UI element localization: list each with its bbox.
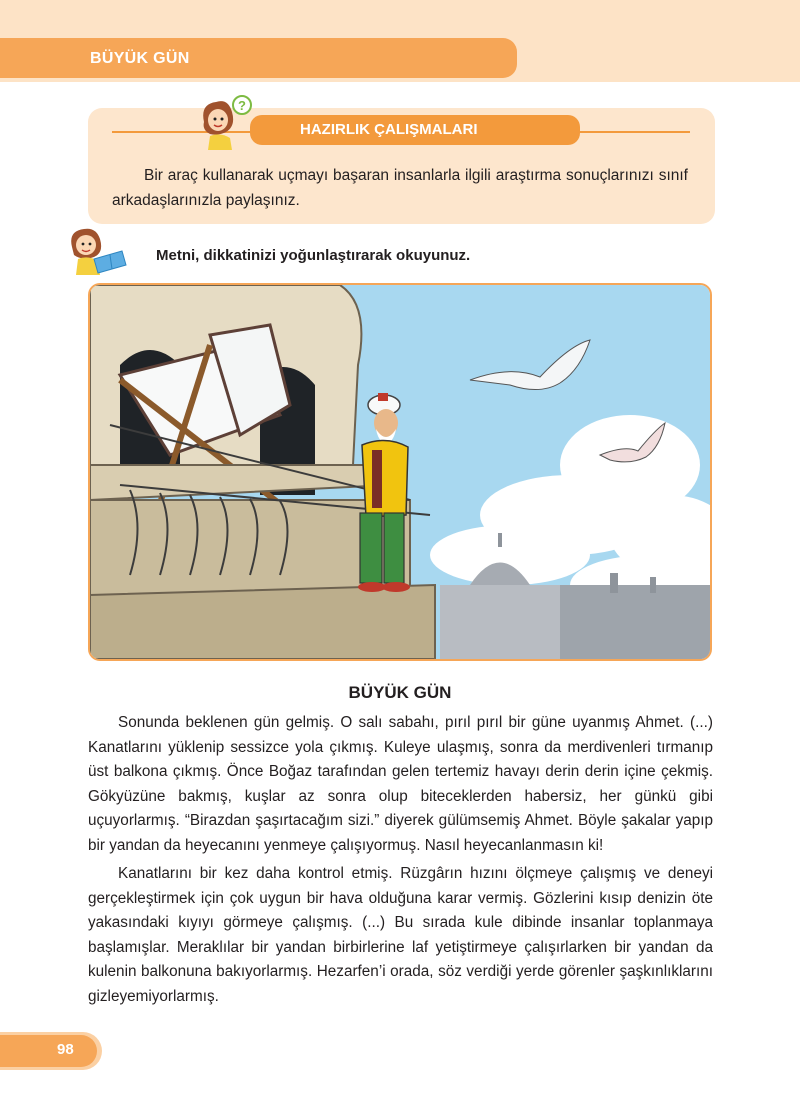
reading-instruction: Metni, dikkatinizi yoğunlaştırarak okuyunuz. bbox=[156, 247, 471, 264]
story-body bbox=[88, 711, 713, 1009]
preparation-title: HAZIRLIK ÇALIŞMALARI bbox=[300, 121, 478, 138]
page-number-tab-inner bbox=[0, 1035, 97, 1067]
thinking-girl-icon bbox=[196, 92, 258, 152]
divider-line-right bbox=[578, 131, 690, 133]
question-badge: ? bbox=[238, 98, 246, 113]
page-title: BÜYÜK GÜN bbox=[90, 50, 190, 67]
header-tab bbox=[0, 38, 517, 78]
page-number: 98 bbox=[57, 1041, 74, 1058]
story-paragraph: Kanatlarını bir kez daha kontrol etmiş. Rüzgârın hızını ölçmeye çalışmış ve deneyi gerçekleştirmek için çok uygun bir hava olduğuna karar vermiş. Gözlerini kısıp denizin öte yakasındaki kıyıyı görmeye çalışmış. (...) Bu sırada kule dibinde insanlar toplanmaya başlamışlar. Meraklılar bir yandan birbirlerine laf yetiştirmeye çalışırlarken bir yandan da kulenin balkonuna bakıyorlarmış. Hezarfen’i orada, söz verdiği yerde görenler şaşkınlıklarını gizleyemiyorlarmış. bbox=[88, 865, 713, 1005]
story-title: BÜYÜK GÜN bbox=[348, 683, 452, 702]
story-illustration bbox=[88, 283, 712, 661]
preparation-text bbox=[112, 163, 688, 213]
reading-girl-icon bbox=[66, 225, 130, 277]
preparation-paragraph: Bir araç kullanarak uçmayı başaran insanlarla ilgili araştırma sonuçlarınızı sınıf arkadaşlarınızla paylaşınız. bbox=[112, 167, 688, 209]
story-paragraph: Sonunda beklenen gün gelmiş. O salı sabahı, pırıl pırıl bir güne uyanmış Ahmet. (...) Kanatlarını yüklenip sessizce yola çıkmış. Kuleye ulaşmış, sonra da merdivenleri tırmanıp üst balkona çıkmış. Önce Boğaz tarafından gelen tertemiz havayı derin derin içine çekmiş. Gökyüzüne bakmış, kuşlar az sonra olup biteceklerden habersiz, her günkü gibi uçuyorlarmış. “Birazdan şaşırtacağım sizi.” diyerek gülümsemiş Ahmet. Böyle şakalar yapıp bir yandan da heyecanını yenmeye çalışıyormuş. Nasıl heyecanlanmasın ki! bbox=[88, 714, 713, 854]
